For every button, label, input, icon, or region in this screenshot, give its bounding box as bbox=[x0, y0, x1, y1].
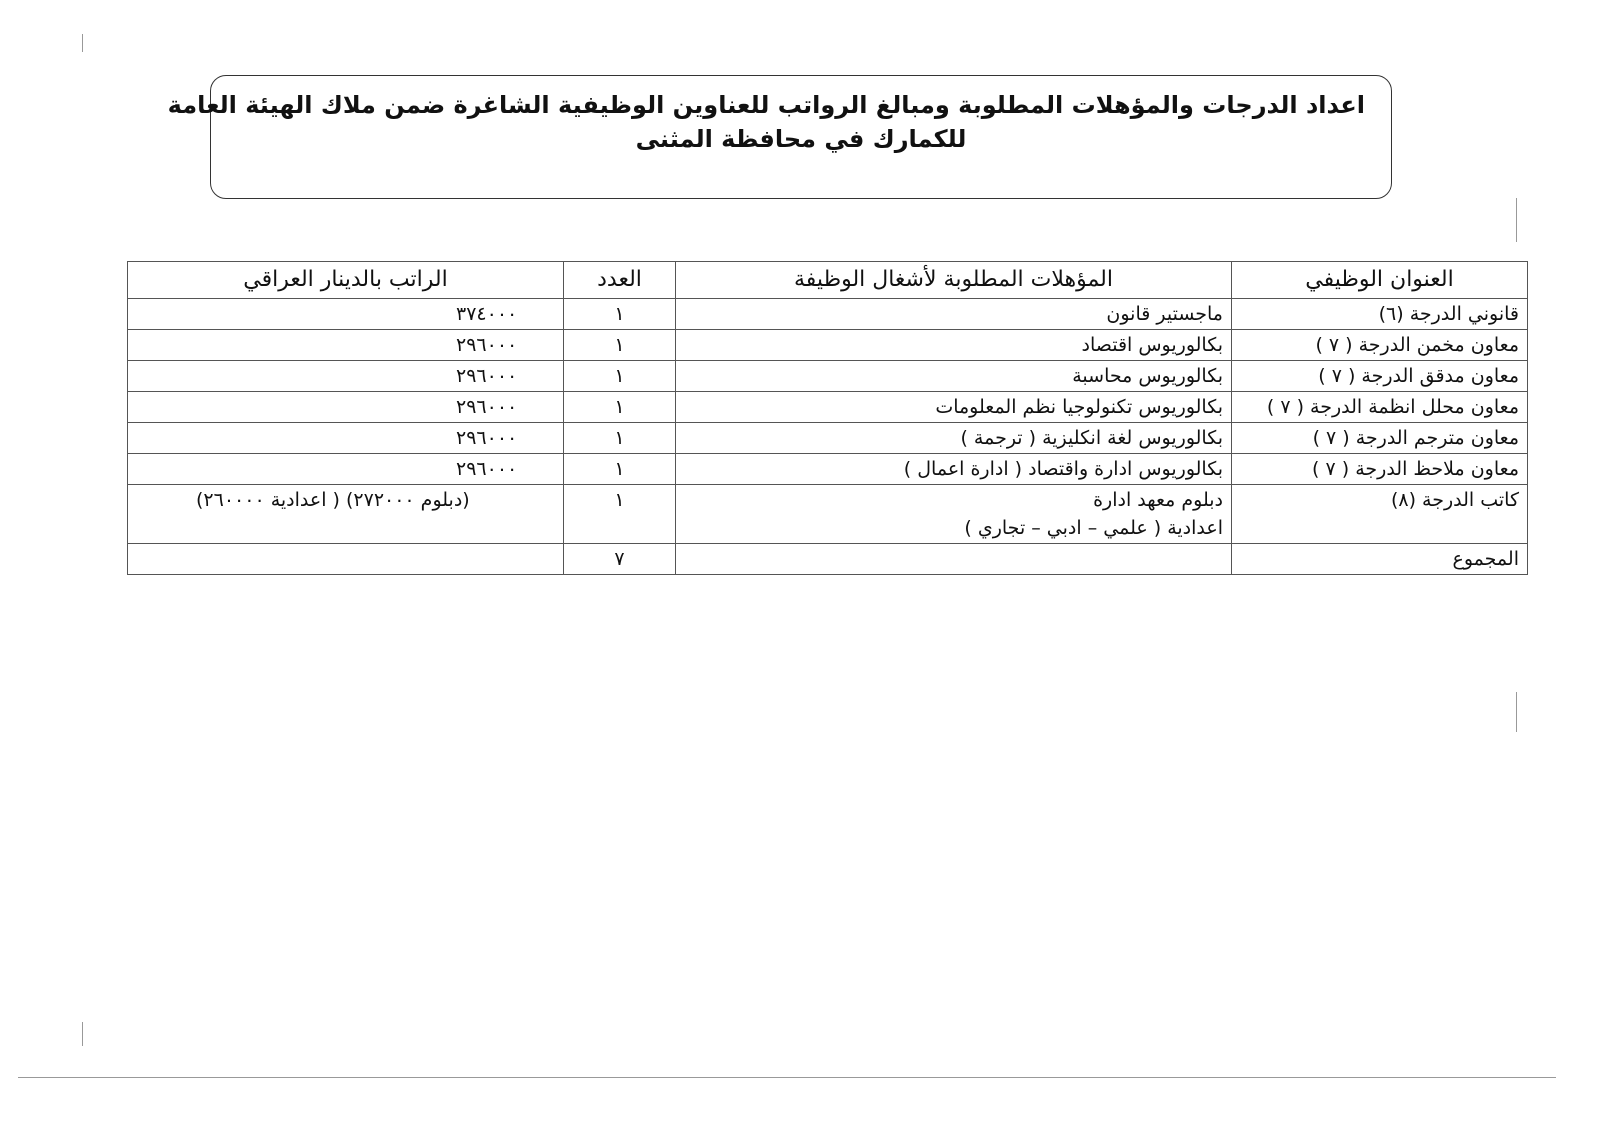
job-title-cell: معاون مخمن الدرجة ( ٧ ) bbox=[1232, 330, 1528, 361]
qualification-cell: ماجستير قانون bbox=[676, 299, 1232, 330]
count-cell: ١ bbox=[564, 299, 676, 330]
qualification-cell: بكالوريوس تكنولوجيا نظم المعلومات bbox=[676, 392, 1232, 423]
table-row bbox=[128, 392, 1528, 423]
table-row bbox=[128, 361, 1528, 392]
salary-cell bbox=[128, 361, 564, 392]
salary-cell bbox=[128, 392, 564, 423]
header-job-title: العنوان الوظيفي bbox=[1232, 262, 1528, 299]
count-cell: ١ bbox=[564, 454, 676, 485]
document-title-box bbox=[167, 75, 1392, 199]
qualification-cell: بكالوريوس اقتصاد bbox=[676, 330, 1232, 361]
table-row bbox=[128, 299, 1528, 330]
job-title-cell: قانوني الدرجة (٦) bbox=[1232, 299, 1528, 330]
qualification-cell bbox=[676, 485, 1232, 544]
salary-value: ٢٩٦٠٠٠ bbox=[456, 334, 518, 356]
scan-mark bbox=[1516, 198, 1517, 242]
total-salary-cell bbox=[128, 544, 564, 575]
header-qualifications: المؤهلات المطلوبة لأشغال الوظيفة bbox=[676, 262, 1232, 299]
table-row bbox=[128, 423, 1528, 454]
scan-mark bbox=[82, 34, 83, 52]
job-title-cell: كاتب الدرجة (٨) bbox=[1232, 485, 1528, 544]
salary-value: ٢٩٦٠٠٠ bbox=[456, 396, 518, 418]
header-salary: الراتب بالدينار العراقي bbox=[128, 262, 564, 299]
job-title-cell: معاون مدقق الدرجة ( ٧ ) bbox=[1232, 361, 1528, 392]
total-qualification-cell bbox=[676, 544, 1232, 575]
salary-value: ٢٩٦٠٠٠ bbox=[456, 458, 518, 480]
document-title-line-1: اعداد الدرجات والمؤهلات المطلوبة ومبالغ الرواتب للعناوين الوظيفية الشاغرة ضمن ملاك الهيئة العامة bbox=[167, 91, 1365, 119]
qualification-cell: بكالوريوس محاسبة bbox=[676, 361, 1232, 392]
count-cell: ١ bbox=[564, 330, 676, 361]
table-header-row bbox=[128, 262, 1528, 299]
salary-value: ٢٩٦٠٠٠ bbox=[456, 427, 518, 449]
table-row bbox=[128, 454, 1528, 485]
qualification-cell: بكالوريوس ادارة واقتصاد ( ادارة اعمال ) bbox=[676, 454, 1232, 485]
header-count: العدد bbox=[564, 262, 676, 299]
table-total-row bbox=[128, 544, 1528, 575]
salary-cell bbox=[128, 299, 564, 330]
count-cell: ١ bbox=[564, 485, 676, 544]
count-cell: ١ bbox=[564, 361, 676, 392]
salary-cell bbox=[128, 454, 564, 485]
salary-value: ٣٧٤٠٠٠ bbox=[456, 303, 518, 325]
qualification-line-1: دبلوم معهد ادارة bbox=[1093, 489, 1223, 511]
scan-mark bbox=[1516, 692, 1517, 732]
table-row bbox=[128, 330, 1528, 361]
count-cell: ١ bbox=[564, 423, 676, 454]
qualification-cell: بكالوريوس لغة انكليزية ( ترجمة ) bbox=[676, 423, 1232, 454]
scan-mark bbox=[82, 1022, 83, 1046]
job-title-cell: معاون مترجم الدرجة ( ٧ ) bbox=[1232, 423, 1528, 454]
job-title-cell: معاون محلل انظمة الدرجة ( ٧ ) bbox=[1232, 392, 1528, 423]
vacancies-table bbox=[127, 261, 1528, 575]
salary-value: ٢٩٦٠٠٠ bbox=[456, 365, 518, 387]
count-cell: ١ bbox=[564, 392, 676, 423]
total-count: ٧ bbox=[564, 544, 676, 575]
job-title-cell: معاون ملاحظ الدرجة ( ٧ ) bbox=[1232, 454, 1528, 485]
salary-cell: (دبلوم ٢٧٢٠٠٠) ( اعدادية ٢٦٠٠٠٠) bbox=[128, 485, 564, 544]
qualification-line-2: اعدادية ( علمي – ادبي – تجاري ) bbox=[964, 517, 1223, 539]
page-bottom-rule bbox=[18, 1077, 1556, 1078]
salary-cell bbox=[128, 423, 564, 454]
salary-cell bbox=[128, 330, 564, 361]
total-label: المجموع bbox=[1232, 544, 1528, 575]
document-title-line-2: للكمارك في محافظة المثنى bbox=[635, 125, 967, 153]
table-row bbox=[128, 485, 1528, 544]
